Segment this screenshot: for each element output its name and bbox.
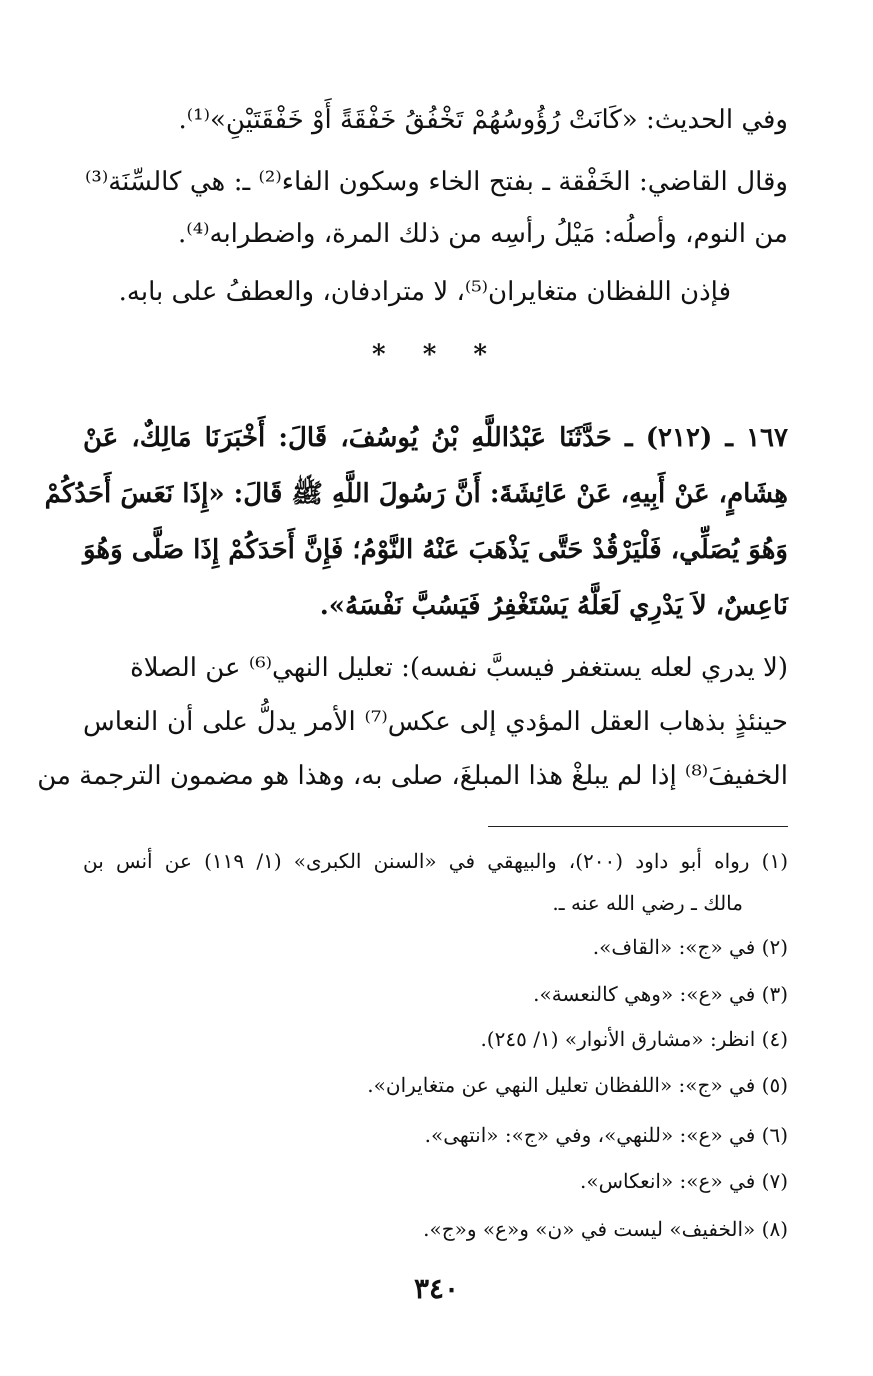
footnote-2: (٢) في «ج»: «القاف». [592,935,788,959]
upper-line-2: وقال القاضي: الخَفْقة ـ بفتح الخاء وسكون الفاء⁽²⁾ ـ: هي كالسِّنَة⁽³⁾ [85,167,788,197]
footnote-1-continued: مالك ـ رضي الله عنه ـ. [552,891,743,915]
section-separator: * * * [372,340,501,370]
commentary-line-2: حينئذٍ بذهاب العقل المؤدي إلى عكس⁽⁷⁾ الأمر يدلُّ على أن النعاس [83,707,788,737]
hadith-line-4: نَاعِسٌ، لاَ يَدْرِي لَعَلَّهُ يَسْتَغْفِرُ فَيَسُبَّ نَفْسَهُ». [319,591,788,621]
footnote-1: (١) رواه أبو داود (٢٠٠)، والبيهقي في «السنن الكبرى» (١/ ١١٩) عن أنس بن [83,849,788,873]
footnote-5: (٥) في «ج»: «اللفظان تعليل النهي عن متغايران». [367,1073,788,1097]
footnote-7: (٧) في «ع»: «انعكاس». [580,1169,788,1193]
commentary-line-3: الخفيفَ⁽⁸⁾ إذا لم يبلغْ هذا المبلغَ، صلى به، وهذا هو مضمون الترجمة من [37,761,788,791]
upper-line-4: فإذن اللفظان متغايران⁽⁵⁾، لا مترادفان، والعطفُ على بابه. [118,277,731,307]
footnote-6: (٦) في «ع»: «للنهي»، وفي «ج»: «انتهى». [424,1123,788,1147]
footnote-divider [488,826,788,827]
hadith-line-1: ١٦٧ ـ (٢١٢) ـ حَدَّثَنَا عَبْدُاللَّهِ بْنُ يُوسُفَ، قَالَ: أَخْبَرَنَا مَالِكٌ، عَنْ [83,423,788,453]
hadith-line-2: هِشَامٍ، عَنْ أَبِيهِ، عَنْ عَائِشَةَ: أَنَّ رَسُولَ اللَّهِ ﷺ قَالَ: «إِذَا نَعَسَ أَحَدُكُمْ [44,479,788,509]
upper-line-3: من النوم، وأصلُه: مَيْلُ رأسِه من ذلك المرة، واضطرابه⁽⁴⁾. [178,219,788,249]
footnote-4: (٤) انظر: «مشارق الأنوار» (١/ ٢٤٥). [480,1027,788,1051]
upper-line-1: وفي الحديث: «كَانَتْ رُؤُوسُهُمْ تَخْفُقُ خَفْقَةً أَوْ خَفْقَتَيْنِ»⁽¹⁾. [178,105,788,135]
footnote-8: (٨) «الخفيف» ليست في «ن» و«ع» و«ج». [423,1217,788,1241]
commentary-line-1: (لا يدري لعله يستغفر فيسبَّ نفسه): تعليل النهي⁽⁶⁾ عن الصلاة [130,653,788,683]
page-number: ٣٤٠ [413,1272,460,1305]
hadith-line-3: وَهُوَ يُصَلِّي، فَلْيَرْقُدْ حَتَّى يَذْهَبَ عَنْهُ النَّوْمُ؛ فَإِنَّ أَحَدَكُمْ إِذَا صَلَّى وَهُوَ [83,535,788,565]
footnote-3: (٣) في «ع»: «وهي كالنعسة». [533,982,788,1006]
